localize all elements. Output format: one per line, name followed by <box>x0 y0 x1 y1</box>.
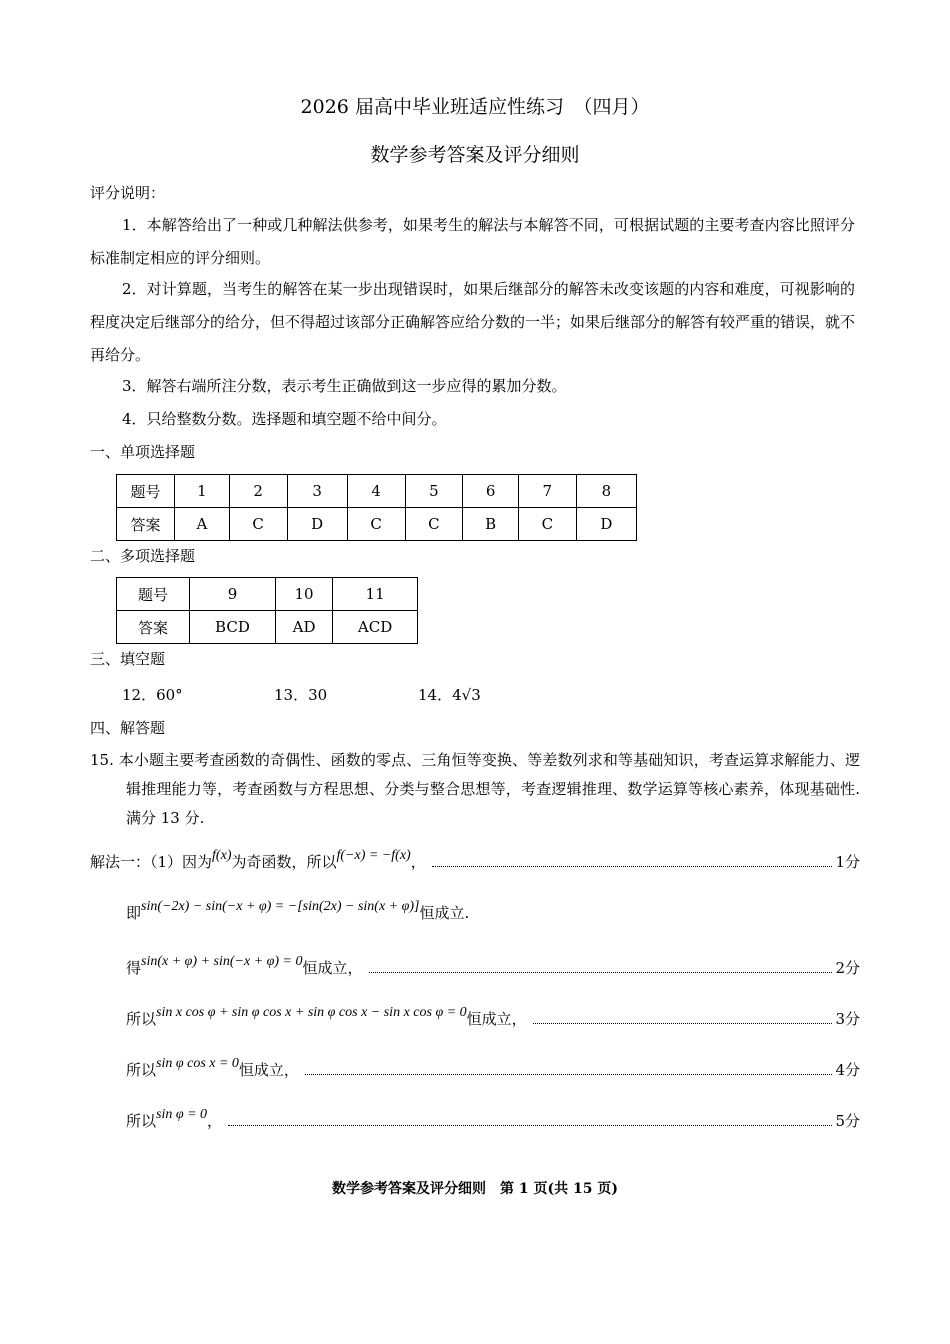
formula-text: sin(−2x) − sin(−x + φ) = −[sin(2x) − sin(x + φ)] <box>141 899 420 914</box>
solution-text: 恒成立， <box>238 1061 299 1079</box>
formula-text: sin φ = 0 <box>156 1107 208 1122</box>
formula-text: sin x cos φ + sin φ cos x + sin φ cos x − sin x cos φ = 0 <box>156 1005 467 1020</box>
dotted-leader <box>533 1023 833 1024</box>
solution-text: 恒成立， <box>302 959 363 977</box>
question-number: 5 <box>405 475 463 508</box>
question-number: 6 <box>463 475 519 508</box>
question-number: 8 <box>576 475 636 508</box>
answer-cell: C <box>347 508 405 541</box>
answer-cell: AD <box>275 611 332 644</box>
solution-text: 所以 <box>126 1061 157 1079</box>
note-item-3: 3．解答右端所注分数，表示考生正确做到这一步应得的累加分数。 <box>122 377 567 395</box>
formula-text: sin(x + φ) + sin(−x + φ) = 0 <box>141 954 303 969</box>
section4-heading: 四、解答题 <box>90 719 166 737</box>
section1-heading: 一、单项选择题 <box>90 443 196 461</box>
row-label: 题号 <box>117 475 175 508</box>
solution-text: 得 <box>126 959 142 977</box>
solution-text: ， <box>410 853 426 871</box>
formula-text: f(−x) = −f(x) <box>336 848 411 863</box>
section2-heading: 二、多项选择题 <box>90 547 196 565</box>
document-title: 2026 届高中毕业班适应性练习 （四月） <box>300 96 650 118</box>
solution-text: 恒成立. <box>419 904 470 922</box>
points-label: 1分 <box>835 853 860 871</box>
answer-cell: B <box>463 508 519 541</box>
question-15-intro: 15. 本小题主要考查函数的奇偶性、函数的零点、三角恒等变换、等差数列求和等基础知识，考查运算求解能力、逻辑推理能力等，考查函数与方程思想、分类与整合思想等，考查逻辑推理、数学运算等核心素养，体现基础性. 满分 13 分. <box>90 751 860 827</box>
notes-heading: 评分说明： <box>90 184 166 202</box>
question-number: 4 <box>347 475 405 508</box>
answer-cell: C <box>229 508 287 541</box>
solution-text: 即 <box>126 904 142 922</box>
multiple-choice-table <box>116 577 418 644</box>
points-label: 3分 <box>835 1010 860 1028</box>
table-row <box>117 611 418 644</box>
solution-line-2 <box>126 897 860 923</box>
dotted-leader <box>432 866 833 867</box>
answer-cell: D <box>287 508 347 541</box>
solution-text: 解法一：（1）因为 <box>90 853 213 871</box>
points-label: 4分 <box>835 1061 860 1079</box>
points-label: 5分 <box>835 1112 860 1130</box>
question-number: 3 <box>287 475 347 508</box>
fill-answer-13: 13．30 <box>274 686 328 704</box>
single-choice-table <box>116 474 637 541</box>
question-number: 11 <box>333 578 418 611</box>
answer-cell: BCD <box>190 611 276 644</box>
row-label: 答案 <box>117 508 175 541</box>
fill-answer-14: 14．4√3 <box>418 686 481 704</box>
section3-heading: 三、填空题 <box>90 650 166 668</box>
solution-text: ， <box>207 1112 223 1130</box>
question-number: 7 <box>518 475 576 508</box>
formula-text: sin φ cos x = 0 <box>156 1056 239 1071</box>
solution-line-1 <box>90 846 860 872</box>
solution-line-4 <box>126 1003 860 1029</box>
question-number: 10 <box>275 578 332 611</box>
solution-line-5 <box>126 1054 860 1080</box>
fill-answer-12: 12．60° <box>122 686 183 704</box>
dotted-leader <box>305 1074 833 1075</box>
note-item-2: 2．对计算题，当考生的解答在某一步出现错误时，如果后继部分的解答未改变该题的内容和难度，可视影响的程度决定后继部分的给分，但不得超过该部分正确解答应给分数的一半；如果后继部分的解答有较严重的错误，就不再给分。 <box>90 280 856 364</box>
answer-cell: A <box>175 508 230 541</box>
answer-cell: C <box>405 508 463 541</box>
answer-cell: D <box>576 508 636 541</box>
note-item-1: 1．本解答给出了一种或几种解法供参考，如果考生的解法与本解答不同，可根据试题的主要考查内容比照评分标准制定相应的评分细则。 <box>90 216 855 267</box>
solution-text: 所以 <box>126 1010 157 1028</box>
solution-text: 所以 <box>126 1112 157 1130</box>
solution-line-6 <box>126 1105 860 1131</box>
dotted-leader <box>228 1125 832 1126</box>
question-number: 1 <box>175 475 230 508</box>
solution-text: 恒成立， <box>466 1010 527 1028</box>
note-item-4: 4．只给整数分数。选择题和填空题不给中间分。 <box>122 410 447 428</box>
table-row <box>117 475 637 508</box>
dotted-leader <box>369 972 833 973</box>
points-label: 2分 <box>835 959 860 977</box>
table-row <box>117 578 418 611</box>
table-row <box>117 508 637 541</box>
document-subtitle: 数学参考答案及评分细则 <box>370 144 580 166</box>
question-number: 9 <box>190 578 276 611</box>
answer-cell: C <box>518 508 576 541</box>
answer-cell: ACD <box>333 611 418 644</box>
page-footer: 数学参考答案及评分细则 第 1 页(共 15 页) <box>332 1181 618 1197</box>
formula-text: f(x) <box>212 848 232 863</box>
solution-line-3 <box>126 952 860 978</box>
row-label: 答案 <box>117 611 190 644</box>
solution-text: 为奇函数，所以 <box>231 853 337 871</box>
question-number: 2 <box>229 475 287 508</box>
row-label: 题号 <box>117 578 190 611</box>
